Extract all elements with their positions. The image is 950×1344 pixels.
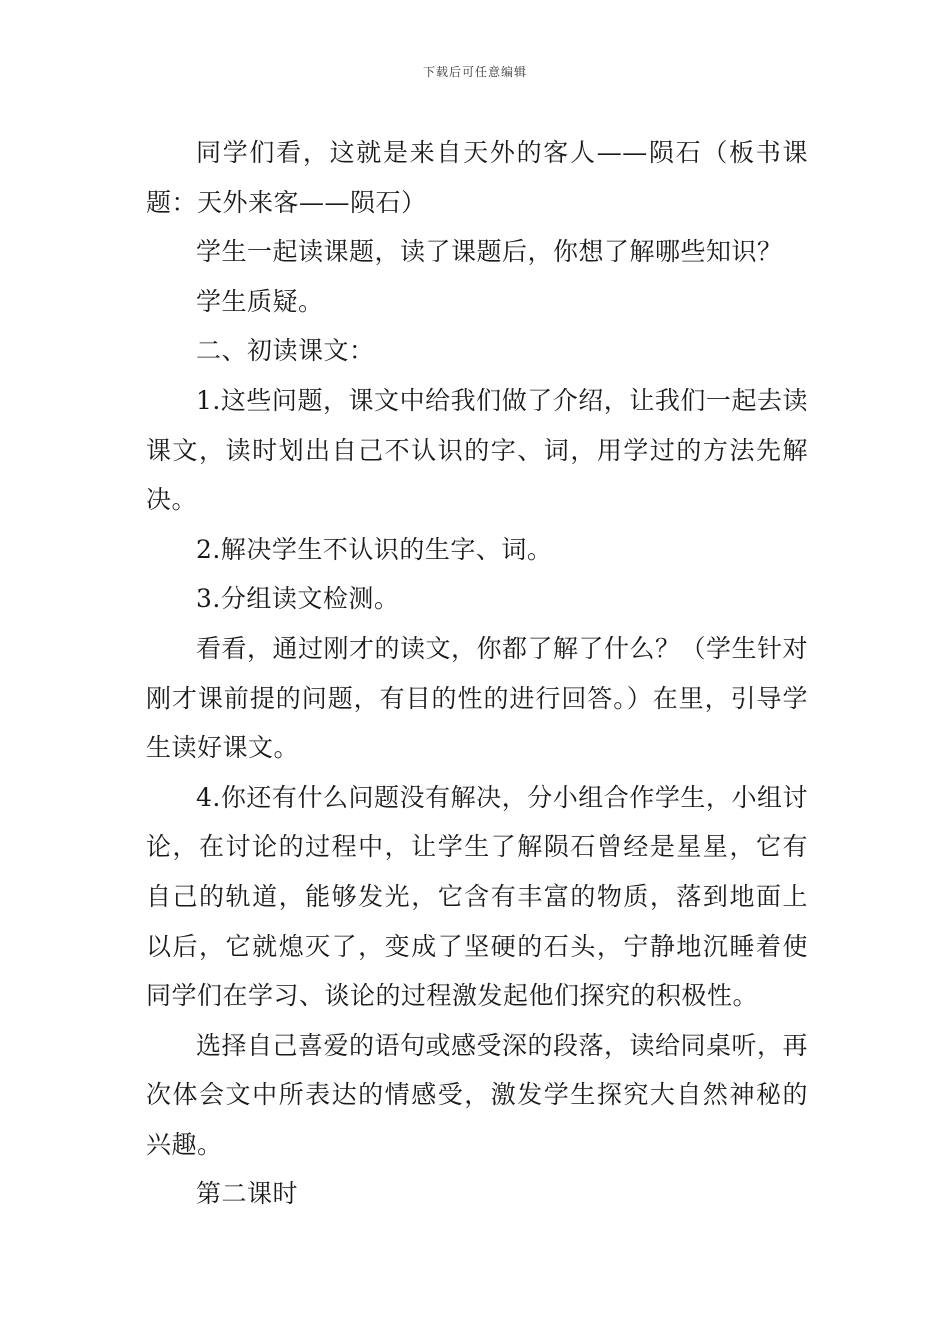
paragraph-review: 看看，通过刚才的读文，你都了解了什么？（学生针对刚才课前提的问题，有目的性的进行回答。）在里，引导学生读好课文。 [146,633,809,763]
section-heading-second-lesson: 第二课时 [196,1179,299,1209]
paragraph-step-1: 1.这些问题，课文中给我们做了介绍，让我们一起去读课文，读时划出自己不认识的字、词，用学过的方法先解决。 [146,385,808,515]
section-heading-first-reading: 二、初读课文： [196,336,375,366]
document-body [146,128,808,1219]
paragraph-intro-meteorite: 同学们看，这就是来自天外的客人——陨石（板书课题：天外来客——陨石） [146,138,808,217]
paragraph-step-3: 3.分组读文检测。 [196,584,400,614]
paragraph-student-questions: 学生质疑。 [196,286,324,316]
paragraph-choose-passage: 选择自己喜爱的语句或感受深的段落，读给同桌听，再次体会文中所表达的情感受，激发学生探究大自然神秘的兴趣。 [146,1030,809,1159]
page-header-note: 下载后可任意编辑 [422,65,527,79]
paragraph-step-2: 2.解决学生不认识的生字、词。 [196,534,553,564]
paragraph-read-title: 学生一起读课题，读了课题后，你想了解哪些知识？ [196,237,783,267]
paragraph-step-4: 4.你还有什么问题没有解决，分小组合作学生，小组讨论，在讨论的过程中，让学生了解陨石曾经是星星，它有自己的轨道，能够发光，它含有丰富的物质，落到地面上以后，它就熄灭了，变成了坚硬的石头，宁静地沉睡着使同学们在学习、谈论的过程激发起他们探究的积极性。 [146,782,808,1011]
